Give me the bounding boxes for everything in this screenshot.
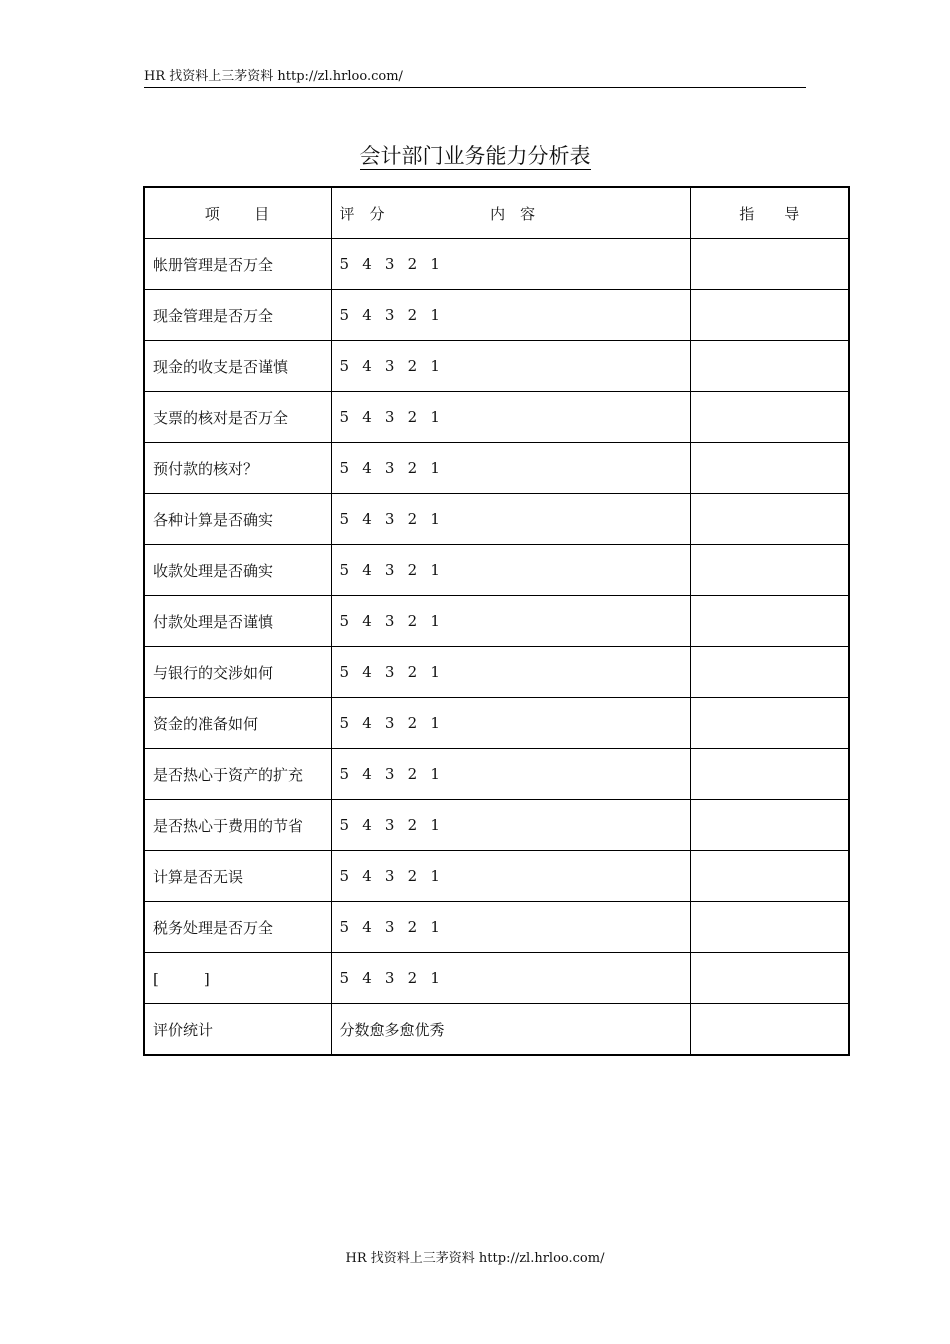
header-score-content bbox=[331, 187, 690, 239]
row-guide-cell bbox=[690, 443, 849, 494]
row-score: 5 4 3 2 1 bbox=[331, 749, 690, 800]
row-item: 现金管理是否万全 bbox=[144, 290, 331, 341]
row-score: 5 4 3 2 1 bbox=[331, 239, 690, 290]
row-guide-cell bbox=[690, 698, 849, 749]
row-guide-cell bbox=[690, 800, 849, 851]
table-row bbox=[144, 851, 849, 902]
page-header: HR 找资料上三茅资料 http://zl.hrloo.com/ bbox=[144, 68, 806, 88]
row-item: [ ] bbox=[144, 953, 331, 1004]
table-row bbox=[144, 800, 849, 851]
analysis-table bbox=[143, 186, 850, 1056]
row-score: 5 4 3 2 1 bbox=[331, 647, 690, 698]
row-score: 5 4 3 2 1 bbox=[331, 953, 690, 1004]
header-guide: 指 导 bbox=[690, 187, 849, 239]
summary-note: 分数愈多愈优秀 bbox=[331, 1004, 690, 1056]
table-row bbox=[144, 698, 849, 749]
row-item: 收款处理是否确实 bbox=[144, 545, 331, 596]
row-score: 5 4 3 2 1 bbox=[331, 290, 690, 341]
row-guide-cell bbox=[690, 341, 849, 392]
row-score: 5 4 3 2 1 bbox=[331, 851, 690, 902]
row-guide-cell bbox=[690, 851, 849, 902]
row-guide-cell bbox=[690, 239, 849, 290]
table-row bbox=[144, 341, 849, 392]
table-row bbox=[144, 902, 849, 953]
row-score: 5 4 3 2 1 bbox=[331, 545, 690, 596]
row-guide-cell bbox=[690, 953, 849, 1004]
row-item: 与银行的交涉如何 bbox=[144, 647, 331, 698]
row-guide-cell bbox=[690, 392, 849, 443]
row-score: 5 4 3 2 1 bbox=[331, 341, 690, 392]
summary-item: 评价统计 bbox=[144, 1004, 331, 1056]
table-row bbox=[144, 290, 849, 341]
row-score: 5 4 3 2 1 bbox=[331, 596, 690, 647]
summary-row bbox=[144, 1004, 849, 1056]
row-guide-cell bbox=[690, 647, 849, 698]
summary-guide-cell bbox=[690, 1004, 849, 1056]
row-guide-cell bbox=[690, 902, 849, 953]
document-title-text: 会计部门业务能力分析表 bbox=[359, 144, 591, 168]
table-row bbox=[144, 443, 849, 494]
row-score: 5 4 3 2 1 bbox=[331, 698, 690, 749]
row-item: 现金的收支是否谨慎 bbox=[144, 341, 331, 392]
table-row bbox=[144, 749, 849, 800]
row-item: 是否热心于资产的扩充 bbox=[144, 749, 331, 800]
row-score: 5 4 3 2 1 bbox=[331, 494, 690, 545]
row-item: 税务处理是否万全 bbox=[144, 902, 331, 953]
table-row bbox=[144, 596, 849, 647]
row-item: 帐册管理是否万全 bbox=[144, 239, 331, 290]
row-guide-cell bbox=[690, 596, 849, 647]
row-guide-cell bbox=[690, 545, 849, 596]
row-item: 资金的准备如何 bbox=[144, 698, 331, 749]
row-guide-cell bbox=[690, 749, 849, 800]
page-footer: HR 找资料上三茅资料 http://zl.hrloo.com/ bbox=[345, 1251, 605, 1266]
row-item: 支票的核对是否万全 bbox=[144, 392, 331, 443]
table-row bbox=[144, 647, 849, 698]
row-item: 计算是否无误 bbox=[144, 851, 331, 902]
table-row bbox=[144, 494, 849, 545]
table-header-row bbox=[144, 187, 849, 239]
row-score: 5 4 3 2 1 bbox=[331, 800, 690, 851]
header-item: 项 目 bbox=[144, 187, 331, 239]
row-item: 预付款的核对？ bbox=[144, 443, 331, 494]
row-item: 各种计算是否确实 bbox=[144, 494, 331, 545]
header-content: 内 容 bbox=[490, 204, 536, 223]
row-score: 5 4 3 2 1 bbox=[331, 902, 690, 953]
document-title bbox=[0, 140, 950, 170]
row-guide-cell bbox=[690, 494, 849, 545]
table-row bbox=[144, 545, 849, 596]
table-row bbox=[144, 239, 849, 290]
row-score: 5 4 3 2 1 bbox=[331, 443, 690, 494]
table-row bbox=[144, 953, 849, 1004]
row-item: 是否热心于费用的节省 bbox=[144, 800, 331, 851]
header-score: 评 分 bbox=[339, 204, 385, 223]
row-item: 付款处理是否谨慎 bbox=[144, 596, 331, 647]
row-guide-cell bbox=[690, 290, 849, 341]
table-row bbox=[144, 392, 849, 443]
row-score: 5 4 3 2 1 bbox=[331, 392, 690, 443]
